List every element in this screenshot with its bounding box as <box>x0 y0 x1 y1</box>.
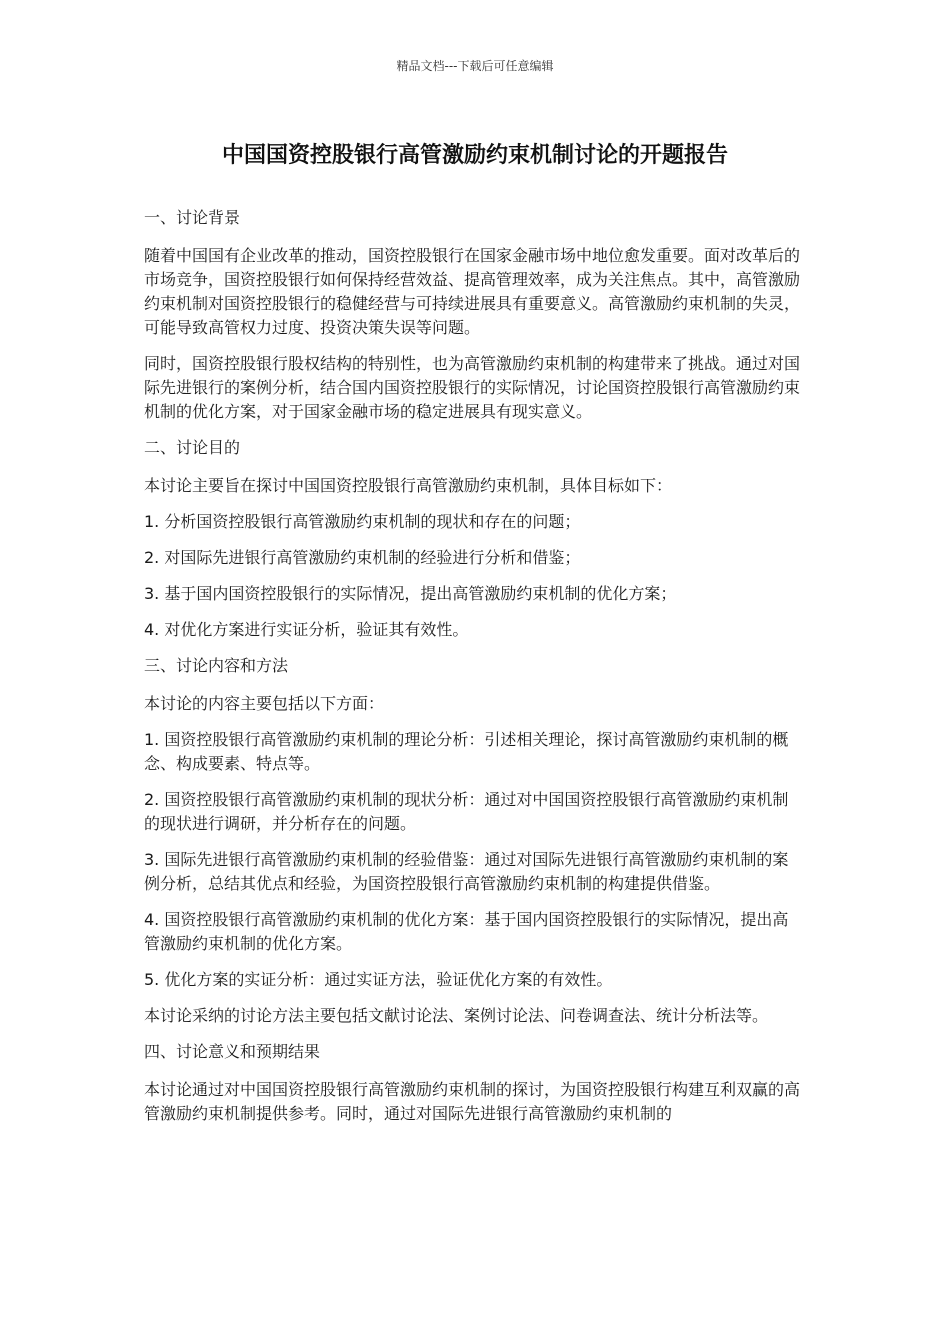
list-item: 3. 基于国内国资控股银行的实际情况，提出高管激励约束机制的优化方案； <box>144 584 677 603</box>
list-item: 3. 国际先进银行高管激励约束机制的经验借鉴：通过对国际先进银行高管激励约束机制的案例分析，总结其优点和经验，为国资控股银行高管激励约束机制的构建提供借鉴。 <box>144 850 789 893</box>
document-title: 中国国资控股银行高管激励约束机制讨论的开题报告 <box>221 143 728 168</box>
list-item: 2. 国资控股银行高管激励约束机制的现状分析：通过对中国国资控股银行高管激励约束机制的现状进行调研，并分析存在的问题。 <box>144 790 789 833</box>
paragraph: 本讨论主要旨在探讨中国国资控股银行高管激励约束机制，具体目标如下： <box>144 476 673 495</box>
list-item: 4. 国资控股银行高管激励约束机制的优化方案：基于国内国资控股银行的实际情况，提出高管激励约束机制的优化方案。 <box>144 910 789 953</box>
section-heading-background: 一、讨论背景 <box>144 208 241 227</box>
header-watermark: 精品文档---下载后可任意编辑 <box>396 59 554 73</box>
section-heading-content-methods: 三、讨论内容和方法 <box>144 656 289 675</box>
list-item: 1. 国资控股银行高管激励约束机制的理论分析：引述相关理论，探讨高管激励约束机制的概念、构成要素、特点等。 <box>144 730 789 773</box>
paragraph: 随着中国国有企业改革的推动，国资控股银行在国家金融市场中地位愈发重要。面对改革后的市场竞争，国资控股银行如何保持经营效益、提高管理效率，成为关注焦点。其中，高管激励约束机制对国资控股银行的稳健经营与可持续进展具有重要意义。高管激励约束机制的失灵，可能导致高管权力过度、投资决策失误等问题。 <box>144 246 801 337</box>
list-item: 1. 分析国资控股银行高管激励约束机制的现状和存在的问题； <box>144 512 581 531</box>
section-heading-significance: 四、讨论意义和预期结果 <box>144 1042 321 1061</box>
paragraph: 本讨论的内容主要包括以下方面： <box>144 694 385 713</box>
list-item: 2. 对国际先进银行高管激励约束机制的经验进行分析和借鉴； <box>144 548 581 567</box>
document-body <box>144 206 804 1138</box>
section-heading-purpose: 二、讨论目的 <box>144 438 241 457</box>
list-item: 5. 优化方案的实证分析：通过实证方法，验证优化方案的有效性。 <box>144 970 613 989</box>
paragraph: 本讨论通过对中国国资控股银行高管激励约束机制的探讨，为国资控股银行构建互利双赢的高管激励约束机制提供参考。同时，通过对国际先进银行高管激励约束机制的 <box>144 1080 801 1123</box>
paragraph: 同时，国资控股银行股权结构的特别性，也为高管激励约束机制的构建带来了挑战。通过对国际先进银行的案例分析，结合国内国资控股银行的实际情况，讨论国资控股银行高管激励约束机制的优化方案，对于国家金融市场的稳定进展具有现实意义。 <box>144 354 801 421</box>
paragraph: 本讨论采纳的讨论方法主要包括文献讨论法、案例讨论法、问卷调查法、统计分析法等。 <box>144 1006 769 1025</box>
list-item: 4. 对优化方案进行实证分析，验证其有效性。 <box>144 620 469 639</box>
